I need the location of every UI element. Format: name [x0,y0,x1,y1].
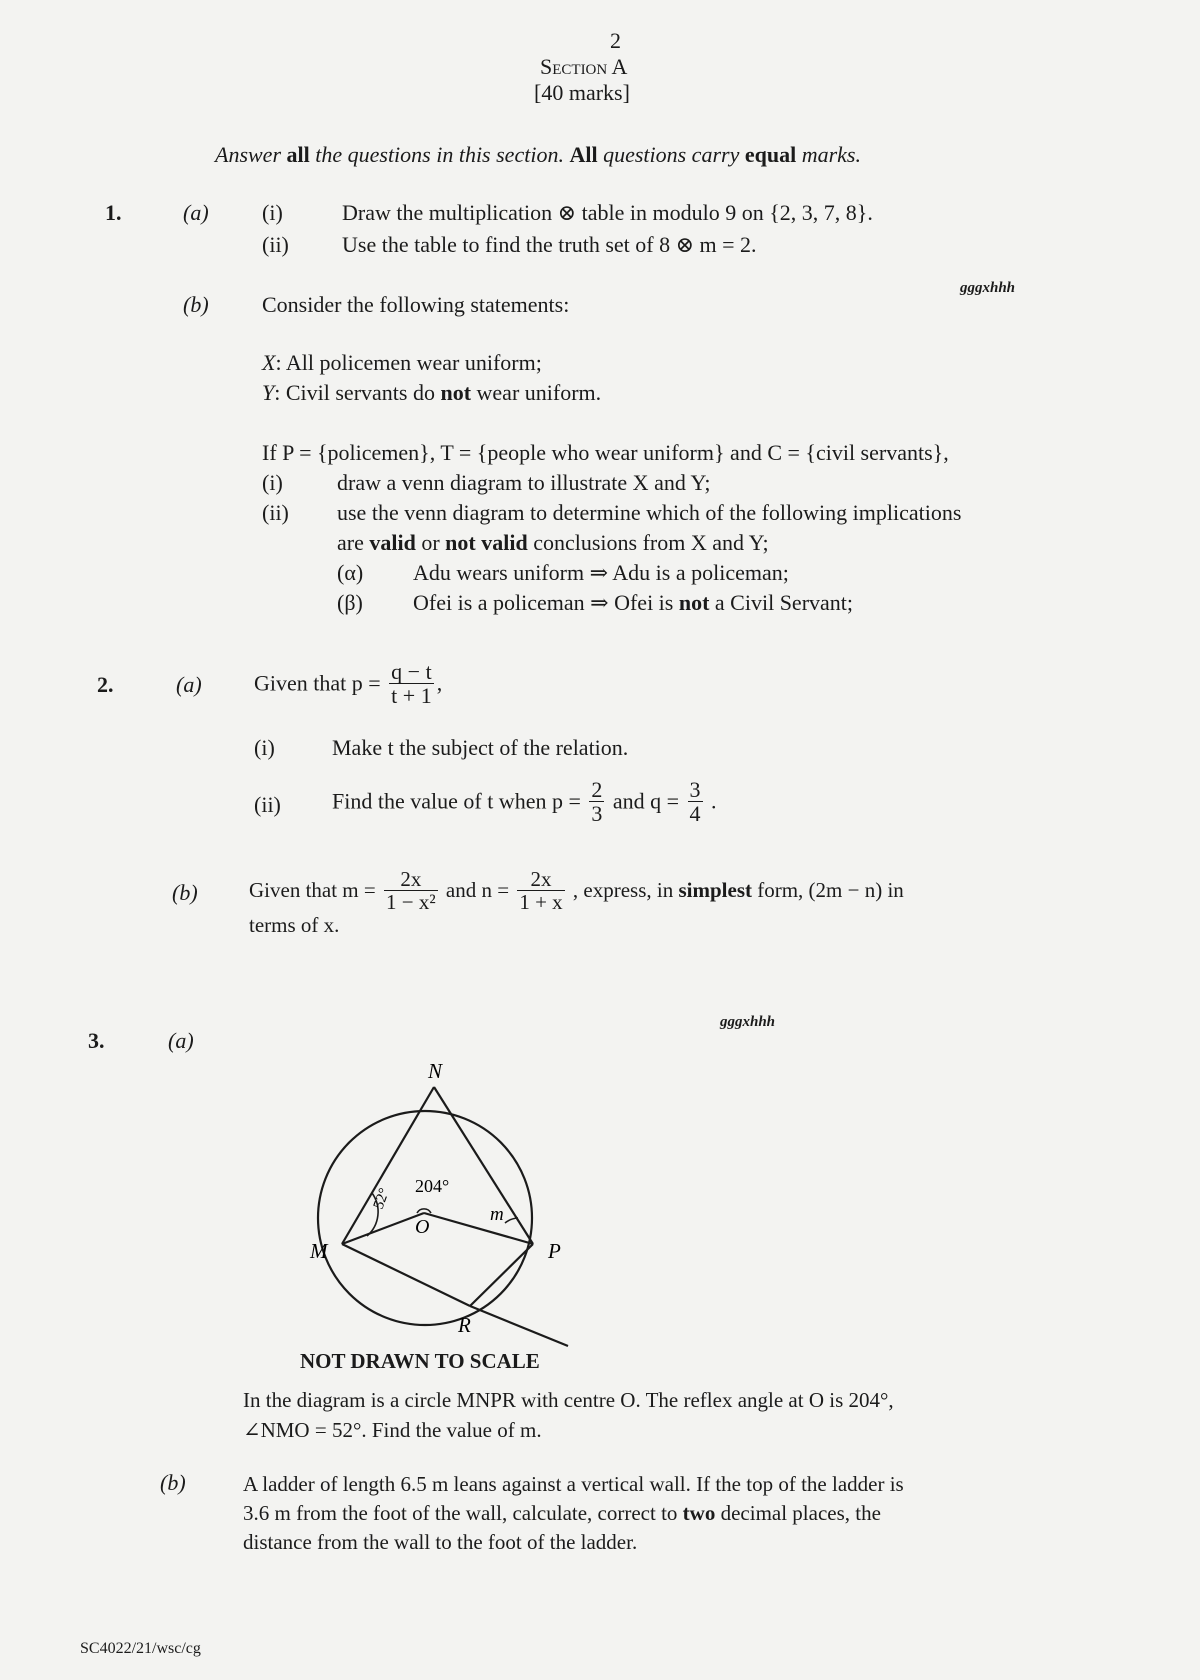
q2b-form: form, (2m − n) in [757,878,904,903]
statement-y [262,380,601,406]
beta-text-1: Ofei is a policeman ⇒ Ofei is [413,590,674,615]
n-denominator: 1 + x [519,890,563,915]
watermark-1: gggxhhh [960,280,1016,296]
q1b-label: (b) [183,292,209,317]
q2a-numerator: q − t [391,659,432,684]
q1b-ii-label: (ii) [262,500,289,525]
instr-text-3: questions carry [603,142,740,167]
circle-diagram [300,1050,580,1350]
tangent-line [470,1306,568,1346]
q2a-ii-period: . [711,788,717,814]
q3b-two: two [682,1501,716,1525]
q3a-text-2: ∠NMO = 52°. Find the value of m. [243,1418,542,1442]
q1b-ii-or: or [421,530,440,555]
page-number: 2 [610,28,621,53]
label-m: M [310,1239,328,1263]
m-numerator: 2x [384,868,438,891]
m-denominator: 1 − x² [386,890,436,915]
q2a-i-text: Make t the subject of the relation. [332,735,629,760]
watermark-2: gggxhhh [720,1014,776,1030]
instr-bold-all: all [286,142,310,167]
q-denominator: 4 [689,801,701,827]
q3a-label: (a) [168,1028,194,1053]
instr-text-1: Answer [215,142,281,167]
section-title: Section A [540,54,628,79]
y-statement-text-1: : Civil servants do [274,380,435,405]
p-denominator: 3 [591,801,603,827]
q1b-i-text: draw a venn diagram to illustrate X and Y; [337,470,711,495]
alpha-text: Adu wears uniform ⇒ Adu is a policeman; [413,560,789,585]
q1b-ii-are: are [337,530,364,555]
segment-mo [342,1213,424,1244]
label-p: P [548,1239,561,1263]
label-angle-m: m [490,1204,504,1225]
q2b-simplest: simplest [678,878,752,903]
footer-code: SC4022/21/wsc/cg [80,1640,201,1657]
q3b-line-2 [243,1501,881,1526]
q3a-text-1: In the diagram is a circle MNPR with centre O. The reflex angle at O is 204°, [243,1388,894,1412]
q2b-and: and n = [445,878,510,903]
q2a-i-label: (i) [254,735,275,760]
q1b-ii-text-1: use the venn diagram to determine which of the following implications [337,500,962,525]
q-fraction [688,778,703,825]
q2b-label: (b) [172,880,198,905]
n-fraction [517,868,564,913]
label-angle-204: 204° [415,1176,450,1196]
q2a-ii-text: Find the value of t when p = [332,788,581,814]
q2b-express: , express, in [572,878,674,903]
m-fraction [384,868,438,913]
q3b-text-1: A ladder of length 6.5 m leans against a vertical wall. If the top of the ladder is [243,1472,904,1496]
q1b-ii-line-2 [337,530,769,556]
q1a-ii-label: (ii) [262,232,289,257]
q2a-ii-label: (ii) [254,792,281,817]
p-fraction [589,778,604,825]
q3b-text-3: distance from the wall to the foot of the ladder. [243,1530,638,1554]
chord-pr [470,1244,533,1306]
q2b-line-2: terms of x. [249,913,340,937]
statement-x [262,350,542,376]
q1a-ii-text: Use the table to find the truth set of 8 ⊗ m = 2. [342,232,757,257]
angle-m-arc [505,1218,518,1223]
q1b-ii-conclusions: conclusions from X and Y; [533,530,769,555]
q2a-label: (a) [176,672,202,697]
beta-label: (β) [337,590,363,615]
q3b-label: (b) [160,1470,186,1495]
beta-line [413,590,853,616]
q1a-i-text: Draw the multiplication ⊗ table in modulo 9 on {2, 3, 7, 8}. [342,200,873,225]
label-o: O [415,1216,430,1238]
q1b-text: Consider the following statements: [262,292,570,317]
q2a-ii-and: and q = [612,788,680,814]
section-marks: [40 marks] [534,80,630,105]
q1b-ii-valid: valid [369,530,416,555]
y-variable: Y [262,380,275,405]
instr-text-2: the questions in this section. [315,142,564,167]
instr-bold-all2: All [569,142,598,167]
n-numerator: 2x [517,868,564,891]
q2a-fraction [389,660,434,707]
not-drawn-to-scale: NOT DRAWN TO SCALE [300,1349,540,1373]
q3b-text-2b: decimal places, the [720,1501,881,1525]
label-angle-52: 52° [370,1186,393,1212]
q2a-comma: , [436,670,443,696]
q1b-ii-not-valid: not valid [445,530,528,555]
x-variable: X [262,350,276,375]
instructions [215,142,861,168]
label-r: R [458,1313,471,1337]
instr-bold-equal: equal [744,142,797,167]
q-numerator: 3 [689,777,701,802]
q2-number: 2. [97,672,114,697]
q3-number: 3. [88,1028,105,1053]
beta-text-2: a Civil Servant; [714,590,854,615]
beta-not: not [678,590,710,615]
p-numerator: 2 [591,777,603,802]
chord-mr [342,1244,470,1306]
q2a-denominator: t + 1 [391,683,432,709]
x-statement-text: : All policemen wear uniform; [275,350,542,375]
instr-text-4: marks. [801,142,861,167]
q2b-line-1 [249,868,904,913]
y-statement-text-2: wear uniform. [476,380,602,405]
q1b-i-label: (i) [262,470,283,495]
q2a-given-text: Given that p = [254,670,381,696]
q2a-ii-line [332,778,717,825]
q1a-i-label: (i) [262,200,283,225]
q2b-given: Given that m = [249,878,376,903]
reflex-angle-arc [417,1209,431,1213]
q2a-given [254,660,442,707]
q1b-if-text: If P = {policemen}, T = {people who wear uniform} and C = {civil servants}, [262,440,949,465]
q3b-text-2a: 3.6 m from the foot of the wall, calculate, correct to [243,1501,678,1525]
q1-number: 1. [105,200,122,225]
alpha-label: (α) [337,560,364,585]
label-n: N [428,1059,443,1083]
y-statement-not: not [440,380,472,405]
q1a-label: (a) [183,200,209,225]
